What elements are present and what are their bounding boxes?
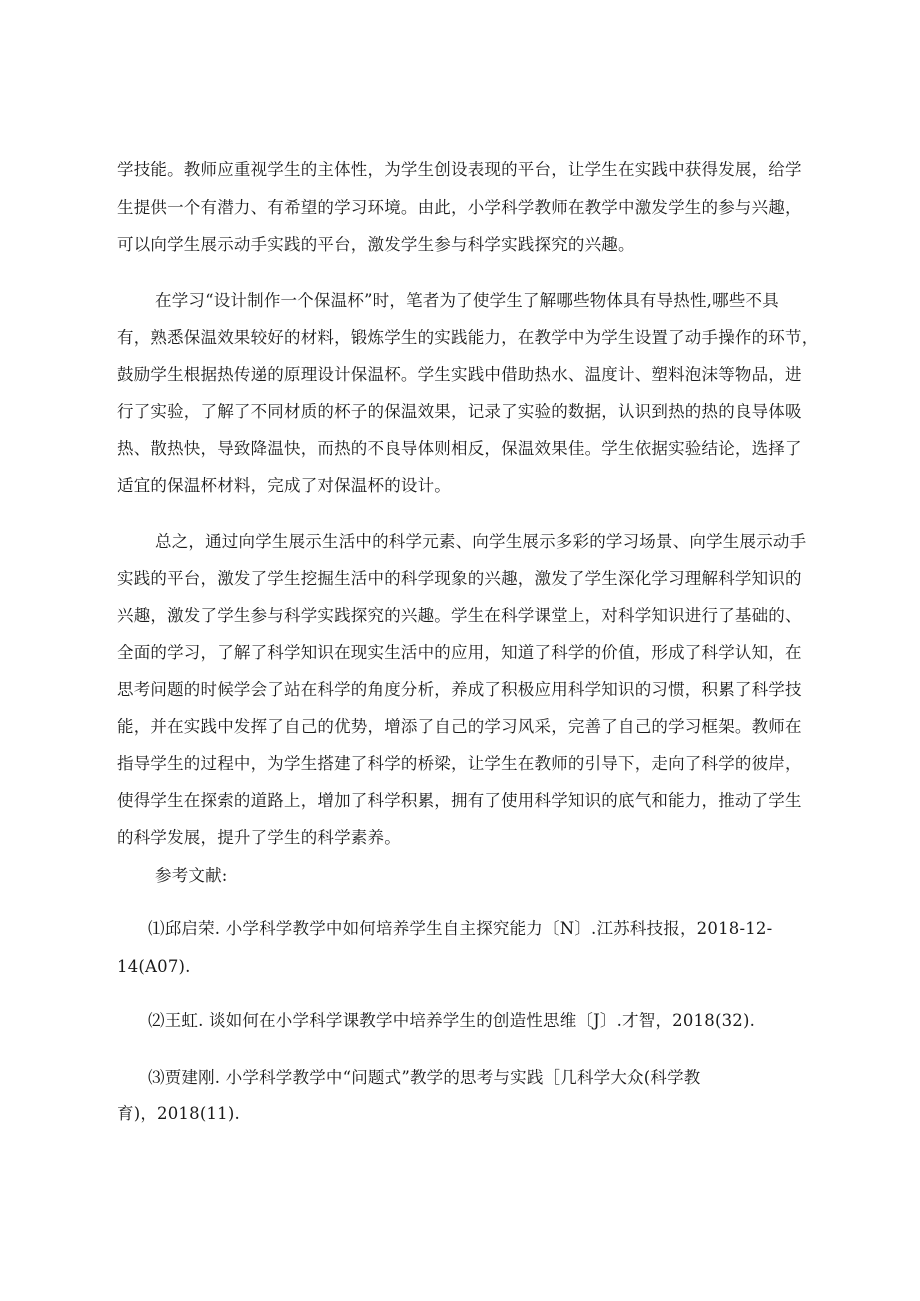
- paragraph-line: 使得学生在探索的道路上，增加了科学积累，拥有了使用科学知识的底气和能力，推动了学生: [117, 791, 802, 810]
- paragraph-line: 有，熟悉保温效果较好的材料，锻炼学生的实践能力，在教学中为学生设置了动手操作的环节，: [117, 328, 819, 347]
- paragraph-line: 鼓励学生根据热传递的原理设计保温杯。学生实践中借助热水、温度计、塑料泡沫等物品，进: [117, 365, 802, 384]
- reference-line: ⑶贾建刚. 小学科学教学中“问题式”教学的思考与实践［几科学大众(科学教: [148, 1068, 701, 1087]
- paragraph-line: 实践的平台，激发了学生挖掘生活中的科学现象的兴趣，激发了学生深化学习理解科学知识的: [117, 569, 802, 588]
- paragraph-line: 能，并在实践中发挥了自己的优势，增添了自己的学习风采，完善了自己的学习框架。教师在: [117, 717, 802, 736]
- paragraph-line: 指导学生的过程中，为学生搭建了科学的桥梁，让学生在教师的引导下，走向了科学的彼岸，: [117, 754, 802, 773]
- paragraph-line: 行了实验，了解了不同材质的杯子的保温效果，记录了实验的数据，认识到热的热的良导体吸: [117, 402, 802, 421]
- paragraph-line: 思考问题的时候学会了站在科学的角度分析，养成了积极应用科学知识的习惯，积累了科学技: [117, 680, 802, 699]
- paragraph-line: 的科学发展，提升了学生的科学素养。: [117, 828, 401, 847]
- reference-line: ⑴邱启荣. 小学科学教学中如何培养学生自主探究能力〔N〕.江苏科技报，2018-12-: [148, 919, 773, 938]
- paragraph-line: 生提供一个有潜力、有希望的学习环境。由此，小学科学教师在教学中激发学生的参与兴趣，: [117, 198, 802, 217]
- paragraph-line: 热、散热快，导致降温快，而热的不良导体则相反，保温效果佳。学生依据实验结论，选择了: [117, 439, 802, 458]
- paragraph-line: 适宜的保温杯材料，完成了对保温杯的设计。: [117, 476, 451, 495]
- paragraph-line: 学技能。教师应重视学生的主体性，为学生创设表现的平台，让学生在实践中获得发展，给学: [117, 160, 802, 179]
- reference-line: 14(A07).: [117, 957, 191, 976]
- paragraph-line: 可以向学生展示动手实践的平台，激发学生参与科学实践探究的兴趣。: [117, 235, 635, 254]
- references-heading: 参考文献:: [155, 866, 228, 885]
- paragraph-line: 总之，通过向学生展示生活中的科学元素、向学生展示多彩的学习场景、向学生展示动手: [155, 532, 807, 551]
- paragraph-line: 兴趣，激发了学生参与科学实践探究的兴趣。学生在科学课堂上，对科学知识进行了基础的、: [117, 606, 802, 625]
- paragraph-line: 全面的学习，了解了科学知识在现实生活中的应用，知道了科学的价值，形成了科学认知，在: [117, 643, 802, 662]
- reference-line: ⑵王虹. 谈如何在小学科学课教学中培养学生的创造性思维〔J〕.才智，2018(32).: [148, 1011, 756, 1030]
- paragraph-line: 在学习“设计制作一个保温杯”时，笔者为了使学生了解哪些物体具有导热性,哪些不具: [155, 291, 779, 310]
- reference-line: 育)，2018(11).: [117, 1104, 240, 1123]
